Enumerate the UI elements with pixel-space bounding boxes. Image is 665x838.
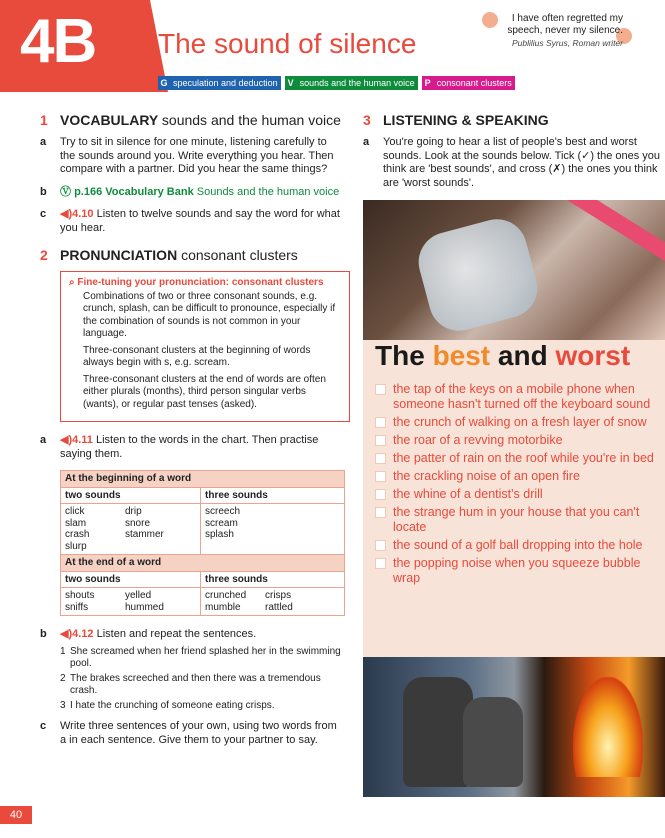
snow-and-fire-photo (363, 657, 665, 797)
tick-checkbox[interactable] (375, 453, 386, 464)
sentence-list (60, 646, 345, 713)
sound-item-label: the crunch of walking on a fresh layer of snow (393, 415, 647, 429)
fine-tuning-box: ⌕ Fine-tuning your pronunciation: consonant clusters Combinations of two or three consonant sounds, e.g. crunch, splash, can be difficult to pronounce, especially if the combination of sounds is not common in your language. Three-consonant clusters at the beginning of words always begin with s, e.g. scream. Three-consonant clusters at the end of words are often either plurals (months), third person singular verbs (wants), or regular past tenses (asked). (60, 271, 350, 422)
cluster-word: crisps (265, 590, 292, 601)
section-listening-heading: 3 LISTENING & SPEAKING (363, 112, 549, 128)
left-column (40, 112, 345, 756)
sound-item-label: the strange hum in your house that you can't locate (393, 505, 640, 534)
sound-list (375, 382, 655, 589)
cluster-word: splash (205, 529, 234, 540)
sound-item (375, 382, 655, 412)
audio-track-4-10[interactable]: 4.10 (72, 208, 94, 220)
exercise-2a: a ◀)4.11 Listen to the words in the chart. Then practise saying them. (40, 434, 319, 460)
exercise-2c: c Write three sentences of your own, using two words from a in each sentence. Give them to your partner to say. (40, 720, 337, 746)
tag-vocabulary: V sounds and the human voice (285, 76, 418, 90)
sound-item (375, 556, 655, 586)
section-vocabulary-heading: 1 VOCABULARY sounds and the human voice (40, 112, 341, 128)
sound-item (375, 487, 655, 502)
lesson-tags (158, 76, 515, 90)
audio-track-4-11[interactable]: 4.11 (72, 434, 93, 446)
section-pronunciation-heading: 2 PRONUNCIATION consonant clusters (40, 247, 298, 263)
sound-item (375, 415, 655, 430)
cluster-word: slam (65, 517, 87, 529)
cluster-word: click (65, 506, 85, 517)
vocab-bank-link[interactable]: p.166 Vocabulary Bank (74, 185, 194, 198)
quote (483, 13, 623, 49)
cluster-word: hummed (125, 601, 164, 613)
tick-checkbox[interactable] (375, 489, 386, 500)
tick-checkbox[interactable] (375, 435, 386, 446)
cluster-word: scream (205, 517, 238, 529)
cluster-word: shouts (65, 590, 95, 601)
cluster-word: screech (205, 506, 241, 517)
sound-item-label: the tap of the keys on a mobile phone when someone hasn't turned off the keyboard sound (393, 382, 651, 411)
sound-item-label: the popping noise when you squeeze bubble wrap (393, 556, 641, 585)
cluster-word: yelled (125, 590, 152, 601)
exercise-1a: a Try to sit in silence for one minute, listening carefully to the sounds around you. Write everything you hear. Then compare with a partner. Did you hear the same things? (40, 136, 334, 175)
sound-item (375, 505, 655, 535)
cluster-word: stammer (125, 529, 164, 540)
vocab-bank-icon: Ⓥ (60, 185, 75, 198)
tag-grammar: G speculation and deduction (158, 76, 281, 90)
sound-item (375, 469, 655, 484)
tick-checkbox[interactable] (375, 384, 386, 395)
tick-checkbox[interactable] (375, 471, 386, 482)
sentence-2: 2 The brakes screeched and then there was a tremendous crash. (60, 672, 321, 696)
bubble-wrap-photo (363, 200, 665, 340)
audio-track-4-12[interactable]: 4.12 (72, 628, 94, 640)
fire-shape (573, 677, 643, 777)
consonant-clusters-table: At the beginning of a word two sounds three sounds click slam crash slurp drip snore stammer screech scream splash At the end of a word two sounds three sounds shouts sniffs yelled hummed crunched mumble crisps rattled (60, 470, 345, 616)
sound-item (375, 538, 655, 553)
sound-item-label: the patter of rain on the roof while you're in bed (393, 451, 654, 465)
magnifier-icon: ⌕ (69, 277, 78, 288)
sound-item (375, 451, 655, 466)
cluster-word: snore (125, 517, 151, 529)
best-and-worst-title: The best and worst (375, 340, 631, 371)
exercise-1b: b Ⓥ p.166 Vocabulary Bank Sounds and the human voice (40, 185, 340, 198)
exercise-2b: b ◀)4.12 Listen and repeat the sentences. (40, 628, 257, 640)
right-column (363, 112, 665, 199)
page-number: 40 (0, 806, 32, 824)
exercise-1c: c ◀)4.10 Listen to twelve sounds and say the word for what you hear. (40, 208, 340, 234)
cluster-word: rattled (265, 601, 293, 613)
sound-item-label: the sound of a golf ball dropping into the hole (393, 538, 643, 552)
best-and-worst-panel (363, 340, 665, 657)
tick-checkbox[interactable] (375, 540, 386, 551)
audio-icon[interactable]: ◀) (60, 628, 73, 640)
cluster-word: mumble (205, 601, 241, 613)
sentence-3: 3 I hate the crunching of someone eating crisps. (60, 699, 275, 711)
sound-item (375, 433, 655, 448)
cluster-word: sniffs (65, 601, 89, 613)
tick-checkbox[interactable] (375, 558, 386, 569)
tick-checkbox[interactable] (375, 507, 386, 518)
audio-icon[interactable]: ◀) (60, 434, 73, 446)
tag-pronunciation: P consonant clusters (422, 76, 515, 90)
sound-item-label: the crackling noise of an open fire (393, 469, 580, 483)
exercise-3a: a You're going to hear a list of people's best and worst sounds. Look at the sounds below. Tick (✓) the ones you think are 'best sounds', and cross (✗) the ones you think are 'worst sounds'. (363, 136, 661, 189)
sound-item-label: the roar of a revving motorbike (393, 433, 563, 447)
bubble-wrap-shape (412, 212, 544, 337)
cluster-word: drip (125, 506, 142, 517)
quote-text: I have often regretted my speech, never my silence. (507, 13, 623, 36)
sentence-1: 1 She screamed when her friend splashed her in the swimming pool. (60, 645, 341, 669)
tick-checkbox[interactable] (375, 417, 386, 428)
cluster-word: crash (65, 529, 90, 540)
sound-item-label: the whine of a dentist's drill (393, 487, 543, 501)
cluster-word: slurp (65, 540, 87, 552)
page-title: The sound of silence (158, 28, 417, 59)
unit-number: 4B (20, 7, 96, 76)
cluster-word: crunched (205, 590, 247, 601)
quote-author: Publilius Syrus, Roman writer (511, 38, 623, 48)
boot-shape (463, 697, 523, 787)
audio-icon[interactable]: ◀) (60, 208, 73, 220)
